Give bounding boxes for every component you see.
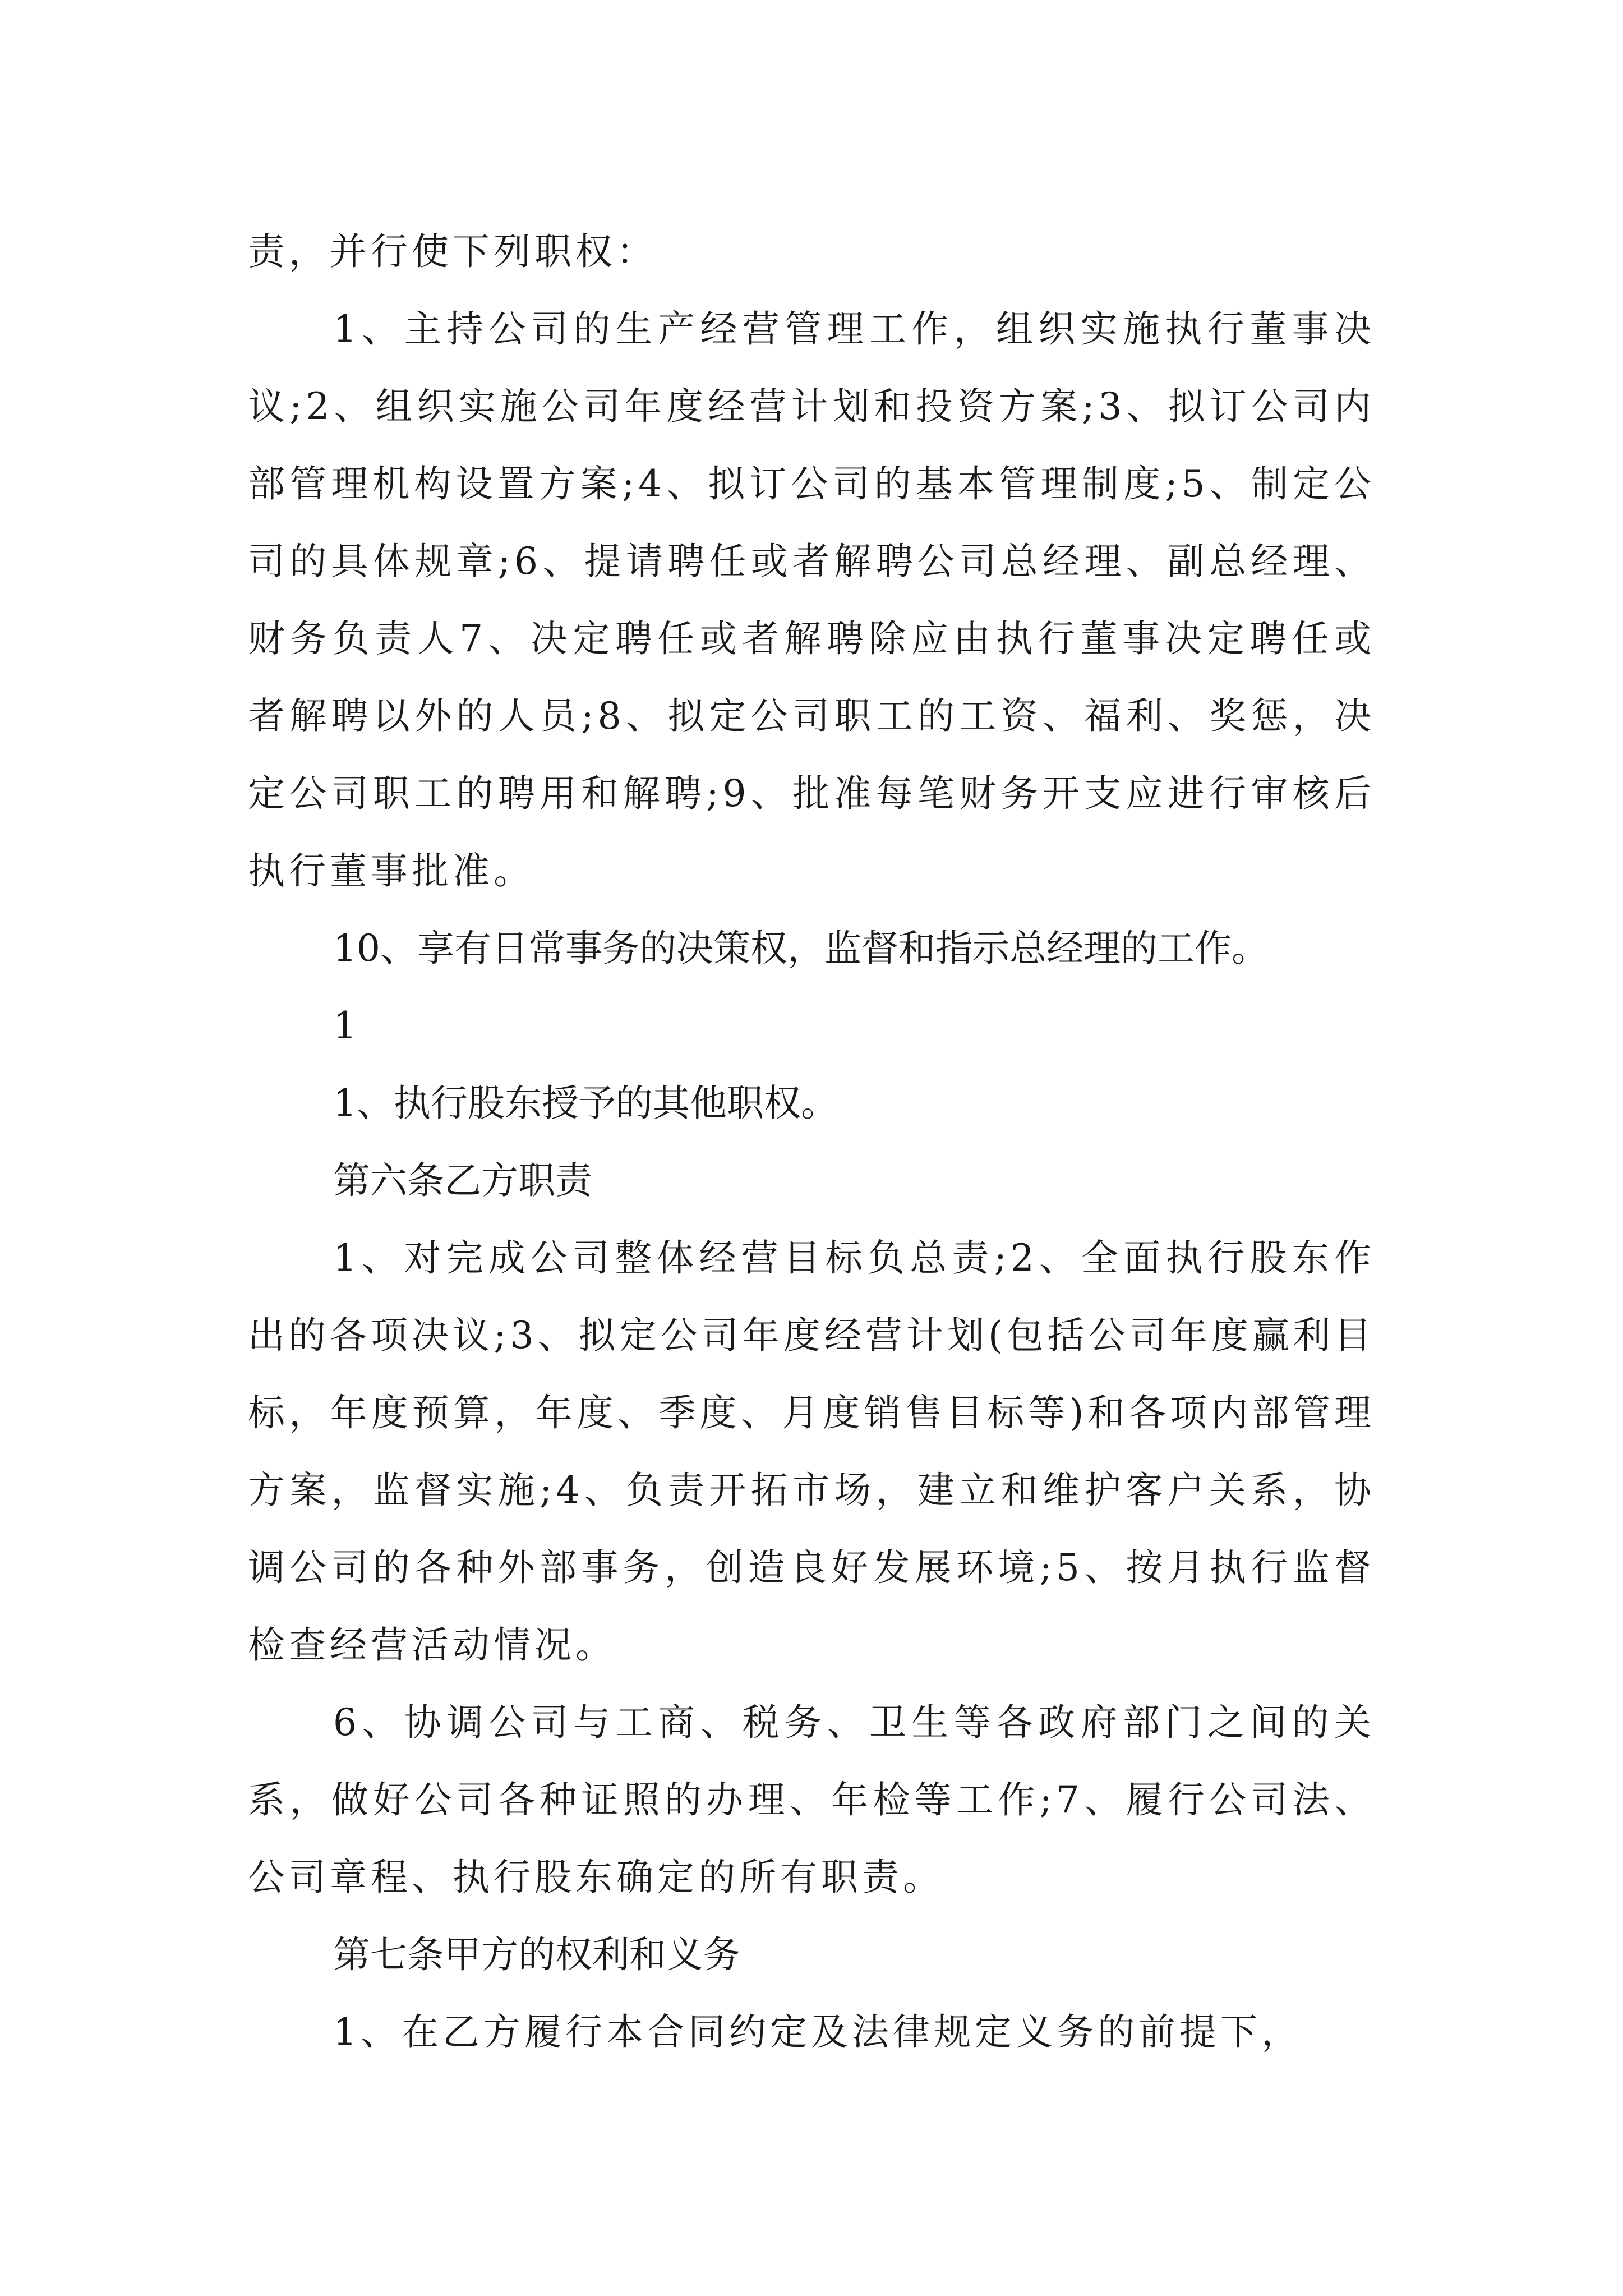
paragraph-item-10: 10、享有日常事务的决策权，监督和指示总经理的工作。 <box>333 927 1269 970</box>
paragraph-number: 1 <box>333 1004 357 1047</box>
paragraph-item-other-powers: 1、执行股东授予的其他职权。 <box>333 1082 838 1125</box>
article-7-heading: 第七条甲方的权利和义务 <box>333 1933 740 1976</box>
paragraph-party-b-duties-cont: 6、协调公司与工商、税务、卫生等各政府部门之间的关系，做好公司各种证照的办理、年检等工作;7、履行公司法、公司章程、执行股东确定的所有职责。 <box>248 1701 1375 1899</box>
document-body <box>248 213 1375 2071</box>
article-6-heading: 第六条乙方职责 <box>333 1159 592 1202</box>
paragraph-party-b-duties: 1、对完成公司整体经营目标负总责;2、全面执行股东作出的各项决议;3、拟定公司年度经营计划(包括公司年度赢利目标，年度预算，年度、季度、月度销售目标等)和各项内部管理方案，监督实施;4、负责开拓市场，建立和维护客户关系，协调公司的各种外部事务，创造良好发展环境;5、按月执行监督检查经营活动情况。 <box>248 1236 1375 1667</box>
paragraph-party-a-rights: 1、在乙方履行本合同约定及法律规定义务的前提下， <box>333 2010 1302 2054</box>
paragraph-continuation: 责，并行使下列职权： <box>248 230 657 273</box>
paragraph-duties-list: 1、主持公司的生产经营管理工作，组织实施执行董事决议;2、组织实施公司年度经营计划和投资方案;3、拟订公司内部管理机构设置方案;4、拟订公司的基本管理制度;5、制定公司的具体规章;6、提请聘任或者解聘公司总经理、副总经理、财务负责人7、决定聘任或者解聘除应由执行董事决定聘任或者解聘以外的人员;8、拟定公司职工的工资、福利、奖惩，决定公司职工的聘用和解聘;9、批准每笔财务开支应进行审核后执行董事批准。 <box>248 307 1375 892</box>
